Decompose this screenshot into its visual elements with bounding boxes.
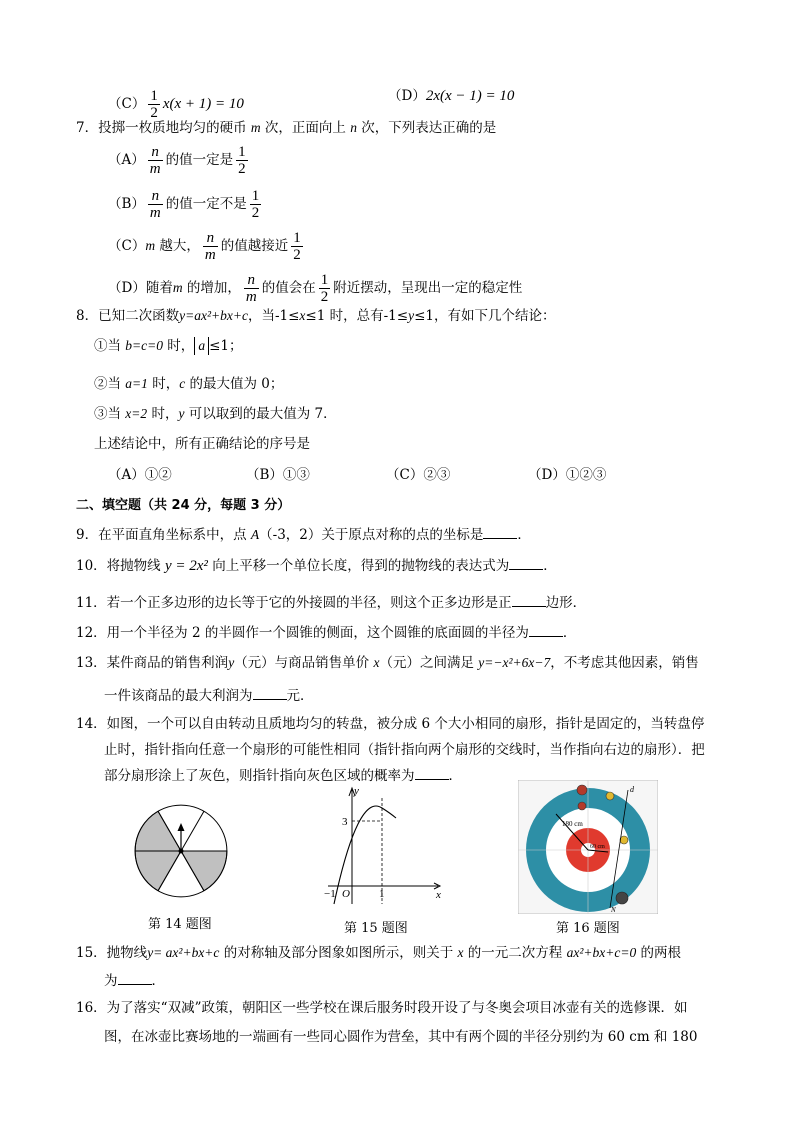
q14-line3: 部分扇形涂上了灰色，则指针指向灰色区域的概率为 ． xyxy=(104,765,462,786)
label-180cm: 180 cm xyxy=(562,820,583,828)
answer-blank xyxy=(509,555,543,570)
q7-stem: 7．投掷一枚质地均匀的硬币 m 次，正面向上 n 次，下列表达正确的是 xyxy=(76,120,497,136)
q12: 12．用一个半径为 2 的半圆作一个圆锥的侧面，这个圆锥的底面圆的半径为 ． xyxy=(76,622,576,643)
answer-blank xyxy=(118,970,152,985)
q11: 11．若一个正多边形的边长等于它的外接圆的半径，则这个正多边形是正 边形． xyxy=(76,592,586,613)
spinner-figure xyxy=(128,798,234,904)
fraction: $\frac{1}{2}$ xyxy=(293,230,301,263)
q16-line2: 图，在冰壶比赛场地的一端画有一些同心圆作为营垒，其中有两个圆的半径分别约为 60 cm 和 180 xyxy=(104,1029,698,1045)
q8-option-b: （B）①③ xyxy=(246,467,310,483)
q8-stem: 8．已知二次函数y=ax²+bx+c，当-1≤x≤1 时，总有-1≤y≤1，有如下几个结论： xyxy=(76,308,556,324)
tick-label-3: 3 xyxy=(342,816,348,828)
q15-line1: 15．抛物线y= ax²+bx+c 的对称轴及部分图象如图所示，则关于 x 的一元二次方程 ax²+bx+c=0 的两根 xyxy=(76,945,682,961)
answer-blank xyxy=(415,765,449,780)
gray-sector-left xyxy=(135,811,181,851)
q13-line2: 一件该商品的最大利润为 元． xyxy=(104,685,314,706)
label-d: d xyxy=(630,785,634,794)
stone-red xyxy=(577,785,587,795)
tick-label-neg1: −1 xyxy=(324,888,336,900)
q15-line2: 为 ． xyxy=(104,970,165,991)
fraction: $\frac{1}{2}$ xyxy=(251,188,260,221)
q16-line1: 16．为了落实“双减”政策，朝阳区一些学校在课后服务时段开设了与冬奥会项目冰壶有关的选修课．如 xyxy=(76,1000,688,1016)
fraction: $\frac{n}{m}$ xyxy=(149,188,161,221)
stone-red-2 xyxy=(578,802,586,810)
label-60cm: 60 cm xyxy=(590,844,605,850)
q8-option-a: （A）①② xyxy=(108,467,172,483)
x-axis-label: x xyxy=(436,889,441,901)
q14-line2: 止时，指针指向任意一个扇形的可能性相同（指针指向两个扇形的交线时，当作指向右边的扇形）．把 xyxy=(104,742,705,758)
origin-label: O xyxy=(342,888,350,900)
answer-blank xyxy=(512,592,546,607)
answer-blank xyxy=(253,685,287,700)
q8-statement-2: ②当 a=1 时，c 的最大值为 0； xyxy=(94,376,284,392)
answer-blank xyxy=(483,524,517,539)
tick-label-1: 1 xyxy=(379,888,385,900)
figure-14-caption: 第 14 题图 xyxy=(148,917,212,932)
q7-option-b: （B） $\frac{n}{m}$ 的值一定不是 $\frac{1}{2}$ xyxy=(108,188,260,221)
q8-summary: 上述结论中，所有正确结论的序号是 xyxy=(94,436,310,452)
stone-dark xyxy=(616,892,628,904)
q6-option-c: （C） $\frac{1}{2}$ x(x + 1) = 10 xyxy=(108,88,244,121)
q13-line1: 13．某件商品的销售利润y（元）与商品销售单价 x（元）之间满足 y=−x²+6x−7，不考虑其他因素，销售 xyxy=(76,655,699,671)
q9: 9．在平面直角坐标系中，点 A（-3，2）关于原点对称的点的坐标是 ． xyxy=(76,524,531,545)
q8-option-d: （D）①②③ xyxy=(528,467,607,483)
parabola-figure xyxy=(318,780,446,910)
fraction: $\frac{1}{2}$ xyxy=(150,88,158,121)
q7-option-a: （A） $\frac{n}{m}$ 的值一定是 $\frac{1}{2}$ xyxy=(108,144,246,177)
fraction: $\frac{n}{m}$ xyxy=(149,144,161,177)
absolute-value: a xyxy=(194,337,209,355)
figure-16-caption: 第 16 题图 xyxy=(556,921,620,936)
stone-yellow xyxy=(606,792,614,800)
fraction: $\frac{n}{m}$ xyxy=(204,230,216,263)
q8-option-c: （C）②③ xyxy=(386,467,451,483)
label-n: N xyxy=(611,906,616,914)
fraction: $\frac{1}{2}$ xyxy=(320,272,329,305)
pointer-arrowhead xyxy=(178,823,185,831)
q7-option-c: （C）m 越大， $\frac{n}{m}$ 的值越接近 $\frac{1}{2}$ xyxy=(108,230,301,263)
answer-blank xyxy=(529,622,563,637)
fraction: $\frac{n}{m}$ xyxy=(245,272,257,305)
y-axis-label: y xyxy=(354,785,359,797)
gray-sector-bottom-right xyxy=(181,851,227,891)
q7-option-d: （D）随着m 的增加， $\frac{n}{m}$ 的值会在 $\frac{1}{2}$ 附近摆动，呈现出一定的稳定性 xyxy=(108,272,523,305)
fraction: $\frac{1}{2}$ xyxy=(238,144,246,177)
curling-figure xyxy=(518,780,658,914)
q10: 10．将抛物线 y = 2x² 向上平移一个单位长度，得到的抛物线的表达式为 ． xyxy=(76,555,557,576)
q14-line1: 14．如图，一个可以自由转动且质地均匀的转盘，被分成 6 个大小相同的扇形，指针是固定的，当转盘停 xyxy=(76,716,705,732)
figure-15-caption: 第 15 题图 xyxy=(344,921,408,936)
section-heading: 二、填空题（共 24 分，每题 3 分） xyxy=(76,498,291,513)
q6-option-d: （D）2x(x − 1) = 10 xyxy=(388,88,515,104)
q8-statement-3: ③当 x=2 时，y 可以取到的最大值为 7． xyxy=(94,406,337,422)
q8-statement-1: ①当 b=c=0 时， a ≤1； xyxy=(94,338,243,354)
gray-sector-bottom-left xyxy=(135,851,181,891)
